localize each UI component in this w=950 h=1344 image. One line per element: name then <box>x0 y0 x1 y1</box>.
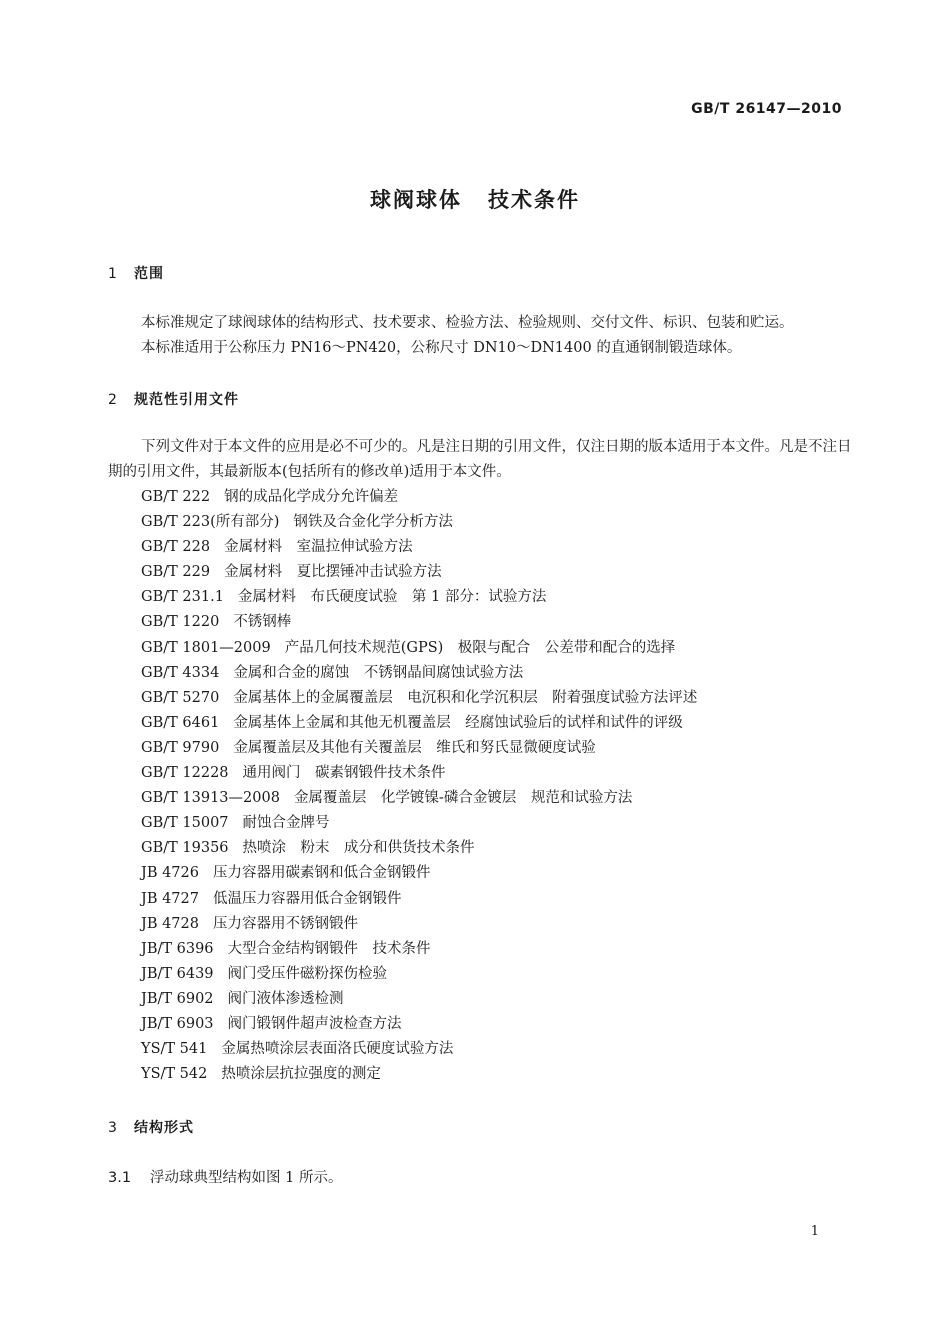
reference-code: JB/T 6903 <box>141 1015 214 1032</box>
reference-code: JB 4727 <box>141 890 199 907</box>
reference-item <box>141 711 697 736</box>
reference-item <box>141 887 697 912</box>
reference-code: GB/T 5270 <box>141 689 220 706</box>
reference-title: 压力容器用碳素钢和低合金钢锻件 <box>212 865 431 882</box>
reference-title: 金属覆盖层及其他有关覆盖层 维氏和努氏显微硬度试验 <box>233 739 596 756</box>
section-title: 规范性引用文件 <box>134 392 239 408</box>
reference-title: 金属覆盖层 化学镀镍-磷合金镀层 规范和试验方法 <box>293 790 633 807</box>
reference-title: 热喷涂层抗拉强度的测定 <box>221 1066 381 1083</box>
reference-item <box>141 535 697 560</box>
reference-item <box>141 661 697 686</box>
reference-title: 阀门锻钢件超声波检查方法 <box>227 1015 402 1032</box>
reference-title: 金属基体上的金属覆盖层 电沉积和化学沉积层 附着强度试验方法评述 <box>233 689 698 706</box>
page-number: 1 <box>810 1224 819 1239</box>
subsection-3-1 <box>108 1166 342 1187</box>
reference-item <box>141 686 697 711</box>
paragraph: 本标准规定了球阀球体的结构形式、技术要求、检验方法、检验规则、交付文件、标识、包装和贮运。 <box>141 315 794 331</box>
reference-item <box>141 1037 697 1062</box>
reference-title: 钢的成品化学成分允许偏差 <box>224 489 399 505</box>
section-number: 2 <box>108 392 118 408</box>
reference-code: JB/T 6439 <box>141 965 214 982</box>
reference-item <box>141 811 697 836</box>
reference-item <box>141 1012 697 1037</box>
section-number: 3 <box>108 1120 118 1136</box>
reference-title: 金属基体上金属和其他无机覆盖层 经腐蚀试验后的试样和试件的评级 <box>233 714 683 731</box>
reference-code: JB 4728 <box>141 915 199 932</box>
reference-item <box>141 987 697 1012</box>
reference-item <box>141 1062 697 1087</box>
reference-title: 耐蚀合金牌号 <box>242 815 330 832</box>
section-2-heading <box>108 389 239 409</box>
subsection-text: 浮动球典型结构如图 1 所示。 <box>150 1170 343 1186</box>
reference-code: GB/T 1220 <box>141 614 220 631</box>
paragraph: 本标准适用于公称压力 PN16～PN420，公称尺寸 DN10～DN1400 的直通钢制锻造球体。 <box>141 340 742 356</box>
reference-item <box>141 510 697 535</box>
reference-item <box>141 560 697 585</box>
reference-item <box>141 786 697 811</box>
title-part-2: 技术条件 <box>488 188 580 212</box>
reference-item <box>141 937 697 962</box>
reference-item <box>141 761 697 786</box>
reference-code: GB/T 19356 <box>141 840 229 857</box>
reference-item <box>141 485 697 510</box>
reference-item <box>141 610 697 635</box>
reference-code: GB/T 1801—2009 <box>141 639 271 656</box>
reference-code: GB/T 229 <box>141 564 211 581</box>
reference-code: YS/T 541 <box>141 1041 208 1058</box>
section-title: 结构形式 <box>134 1120 194 1136</box>
section-2-intro: 下列文件对于本文件的应用是必不可少的。凡是注日期的引用文件，仅注日期的版本适用于本文件。凡是不注日期的引用文件，其最新版本(包括所有的修改单)适用于本文件。 <box>108 439 852 480</box>
section-title: 范围 <box>134 266 164 282</box>
subsection-number: 3.1 <box>108 1170 132 1186</box>
reference-code: GB/T 228 <box>141 539 211 556</box>
reference-code: GB/T 231.1 <box>141 589 224 606</box>
reference-code: JB/T 6396 <box>141 940 214 957</box>
reference-code: GB/T 13913—2008 <box>141 790 280 807</box>
reference-code: GB/T 9790 <box>141 739 220 756</box>
reference-code: YS/T 542 <box>141 1066 208 1083</box>
title-part-1: 球阀球体 <box>370 188 462 212</box>
reference-code: GB/T 12228 <box>141 765 229 782</box>
reference-title: 金属材料 布氏硬度试验 第 1 部分：试验方法 <box>237 589 547 606</box>
document-title <box>0 184 950 214</box>
section-1-heading <box>108 263 164 283</box>
reference-list <box>141 485 697 1087</box>
reference-code: GB/T 222 <box>141 489 211 505</box>
reference-title: 大型合金结构钢锻件 技术条件 <box>227 940 431 957</box>
reference-item <box>141 585 697 610</box>
reference-title: 金属材料 室温拉伸试验方法 <box>224 539 413 556</box>
reference-title: 不锈钢棒 <box>233 614 292 631</box>
reference-code: GB/T 4334 <box>141 664 220 681</box>
reference-title: 通用阀门 碳素钢锻件技术条件 <box>242 765 446 782</box>
reference-title: 钢铁及合金化学分析方法 <box>293 514 453 531</box>
section-1-body <box>108 311 853 361</box>
reference-item <box>141 836 697 861</box>
reference-title: 阀门液体渗透检测 <box>227 990 344 1007</box>
reference-item <box>141 861 697 886</box>
reference-title: 阀门受压件磁粉探伤检验 <box>227 965 388 982</box>
reference-code: GB/T 223(所有部分) <box>141 514 280 531</box>
reference-title: 产品几何技术规范(GPS) 极限与配合 公差带和配合的选择 <box>284 639 676 656</box>
reference-item <box>141 636 697 661</box>
reference-title: 金属热喷涂层表面洛氏硬度试验方法 <box>221 1041 454 1058</box>
reference-title: 金属材料 夏比摆锤冲击试验方法 <box>224 564 442 581</box>
reference-title: 低温压力容器用低合金钢锻件 <box>212 890 402 907</box>
reference-item <box>141 736 697 761</box>
reference-title: 热喷涂 粉末 成分和供货技术条件 <box>242 840 475 857</box>
standard-code: GB/T 26147—2010 <box>691 101 842 117</box>
reference-code: GB/T 6461 <box>141 714 220 731</box>
section-number: 1 <box>108 266 118 282</box>
reference-title: 压力容器用不锈钢锻件 <box>212 915 358 932</box>
reference-item <box>141 962 697 987</box>
reference-title: 金属和合金的腐蚀 不锈钢晶间腐蚀试验方法 <box>233 664 524 681</box>
reference-code: GB/T 15007 <box>141 815 229 832</box>
reference-item <box>141 912 697 937</box>
reference-code: JB 4726 <box>141 865 199 882</box>
reference-code: JB/T 6902 <box>141 990 214 1007</box>
section-3-heading <box>108 1117 194 1137</box>
